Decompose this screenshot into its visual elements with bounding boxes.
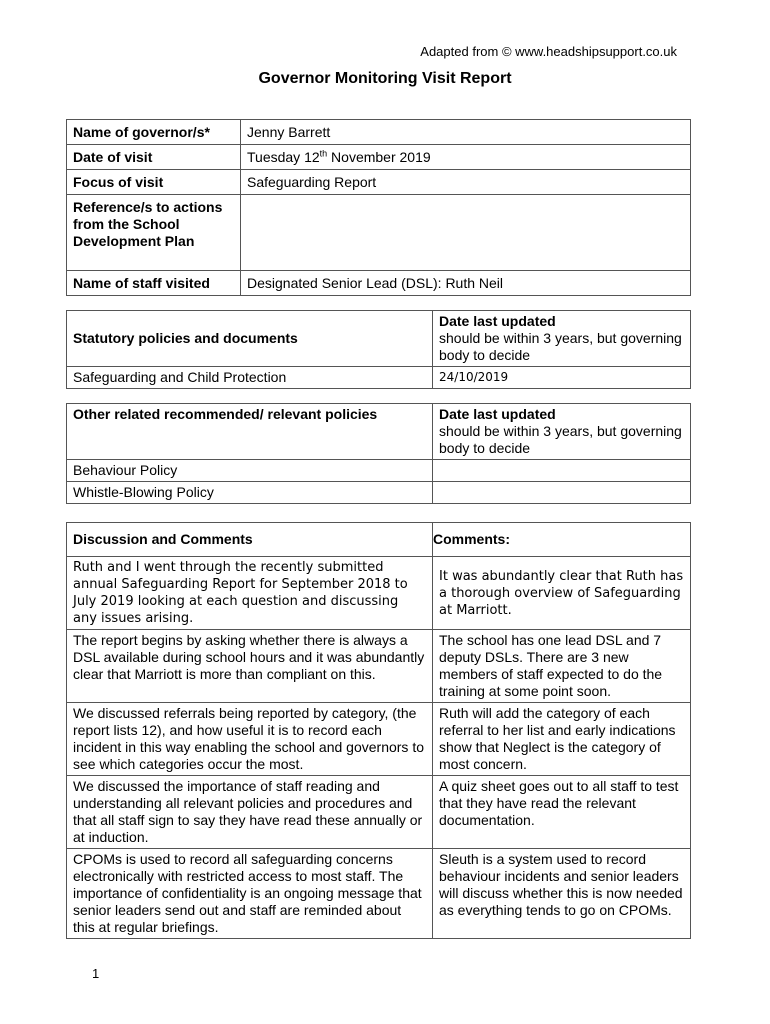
table-row: [67, 404, 691, 460]
discussion-heading: Discussion and Comments: [67, 523, 433, 557]
table-row: [67, 523, 691, 557]
table-row: [67, 271, 691, 296]
other-policy-name: Whistle-Blowing Policy: [67, 482, 433, 504]
other-policy-date: [433, 460, 691, 482]
page-number: 1: [92, 966, 100, 981]
date-value-suffix: th: [319, 148, 328, 159]
other-policy-name: Behaviour Policy: [67, 460, 433, 482]
table-row: [67, 557, 691, 630]
statutory-date-header: [433, 311, 691, 367]
comment-text: Sleuth is a system used to record behaviour incidents and senior leaders will discuss whether this is now needed as everything tends to go on CPOMs.: [433, 849, 691, 939]
comments-heading: Comments:: [433, 523, 691, 557]
date-value-month-year: November 2019: [327, 149, 431, 165]
table-row: [67, 776, 691, 849]
discussion-text: We discussed the importance of staff reading and understanding all relevant policies and procedures and that all staff sign to say they have read these annually or at induction.: [67, 776, 433, 849]
table-row: [67, 311, 691, 367]
discussion-table: [66, 522, 691, 939]
other-date-heading: Date last updated: [439, 406, 556, 422]
table-row: [67, 482, 691, 504]
table-row: [67, 849, 691, 939]
date-value: [241, 145, 691, 170]
statutory-date-note: should be within 3 years, but governing body to decide: [439, 330, 682, 363]
discussion-text: Ruth and I went through the recently submitted annual Safeguarding Report for September 2018 to July 2019 looking at each question and discussing any issues arising.: [67, 557, 433, 630]
date-value-day: Tuesday 12: [247, 149, 320, 165]
table-row: [67, 195, 691, 271]
table-row: [67, 170, 691, 195]
table-row: [67, 145, 691, 170]
focus-label: Focus of visit: [67, 170, 241, 195]
governor-value: Jenny Barrett: [241, 120, 691, 145]
discussion-text: We discussed referrals being reported by category, (the report lists 12), and how useful it is to record each incident in this way enabling the school and governors to see which categories occur the most.: [67, 703, 433, 776]
governor-label: Name of governor/s*: [67, 120, 241, 145]
page-title: Governor Monitoring Visit Report: [258, 70, 512, 87]
focus-value: Safeguarding Report: [241, 170, 691, 195]
comment-text: The school has one lead DSL and 7 deputy DSLs. There are 3 new members of staff expected to do the training at some point soon.: [433, 630, 691, 703]
statutory-date-heading: Date last updated: [439, 313, 556, 329]
statutory-policy-name: Safeguarding and Child Protection: [67, 367, 433, 389]
staff-label: Name of staff visited: [67, 271, 241, 296]
visit-details-table: [66, 119, 691, 296]
discussion-text: The report begins by asking whether there is always a DSL available during school hours and it was abundantly clear that Marriott is more than compliant on this.: [67, 630, 433, 703]
statutory-heading: Statutory policies and documents: [67, 311, 433, 367]
table-row: [67, 367, 691, 389]
table-row: [67, 120, 691, 145]
statutory-policy-date: 24/10/2019: [433, 367, 691, 389]
table-row: [67, 703, 691, 776]
comment-text: A quiz sheet goes out to all staff to test that they have read the relevant documentation.: [433, 776, 691, 849]
discussion-text: CPOMs is used to record all safeguarding concerns electronically with restricted access to most staff. The importance of confidentiality is an ongoing message that senior leaders send out and staff are reminded about this at regular briefings.: [67, 849, 433, 939]
comment-text: It was abundantly clear that Ruth has a thorough overview of Safeguarding at Marriott.: [433, 557, 691, 630]
statutory-policies-table: [66, 310, 691, 389]
adapted-from-note: Adapted from © www.headshipsupport.co.uk: [420, 44, 677, 59]
staff-value: Designated Senior Lead (DSL): Ruth Neil: [241, 271, 691, 296]
other-heading: Other related recommended/ relevant policies: [67, 404, 433, 460]
table-row: [67, 630, 691, 703]
table-row: [67, 460, 691, 482]
reference-value: [241, 195, 691, 271]
reference-label: Reference/s to actions from the School Development Plan: [67, 195, 241, 271]
date-label: Date of visit: [67, 145, 241, 170]
other-date-header: [433, 404, 691, 460]
comment-text: Ruth will add the category of each referral to her list and early indications show that Neglect is the category of most concern.: [433, 703, 691, 776]
other-date-note: should be within 3 years, but governing body to decide: [439, 423, 682, 456]
other-policies-table: [66, 403, 691, 504]
other-policy-date: [433, 482, 691, 504]
